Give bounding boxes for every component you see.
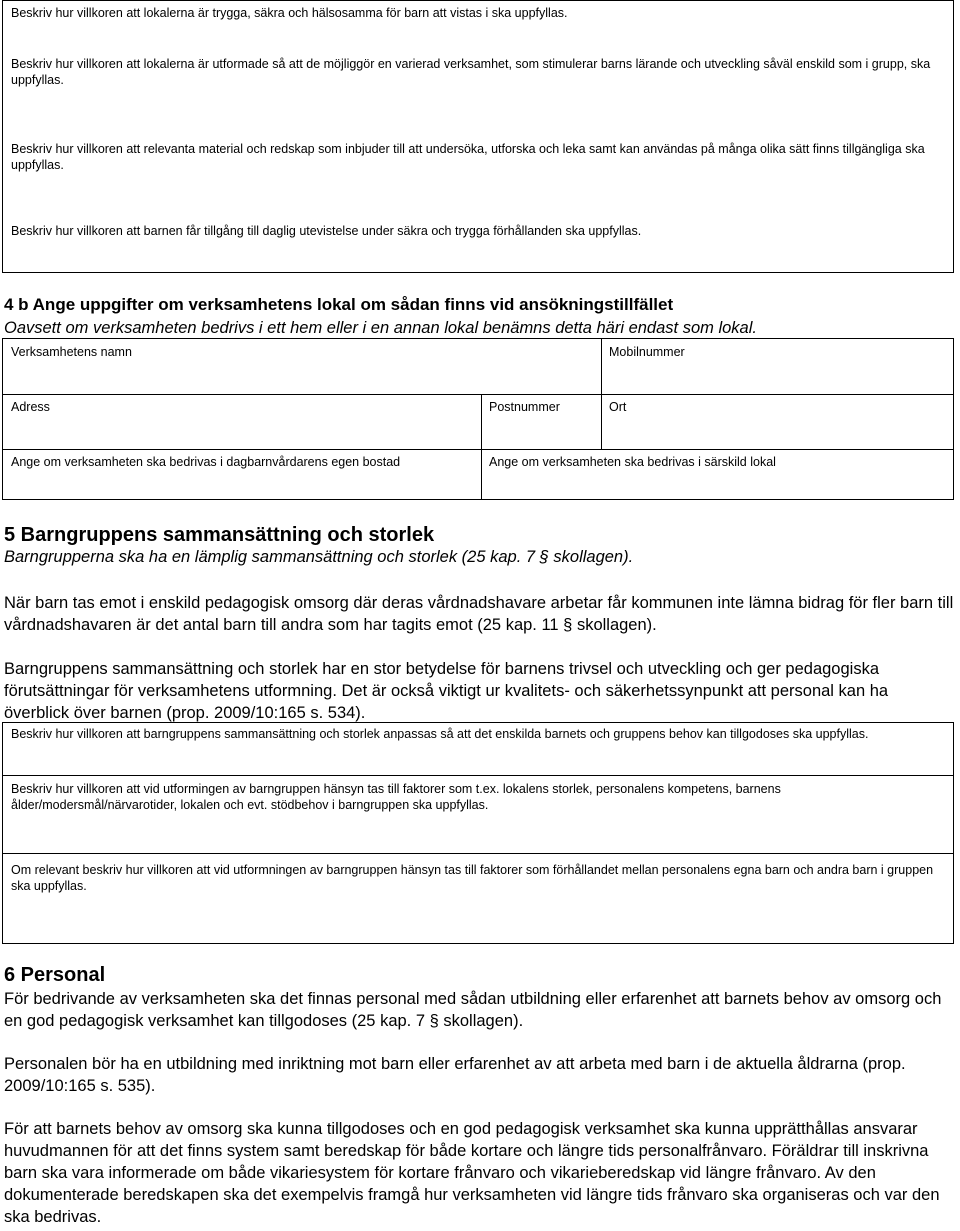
question-outdoor[interactable]: Beskriv hur villkoren att barnen får tillgång till daglig utevistelse under säkra och trygga förhållanden ska uppfyllas. [11,224,642,238]
postal-code-field[interactable]: Postnummer [489,400,560,414]
question-group-composition[interactable]: Beskriv hur villkoren att barngruppens sammansättning och storlek anpassas så att det enskilda barnets och gruppens behov kan tillgodoses ska uppfyllas. [11,727,869,741]
address-field[interactable]: Adress [11,400,50,414]
section-5-paragraph-1: När barn tas emot i enskild pedagogisk omsorg där deras vårdnadshavare arbetar får kommunen inte lämna bidrag för fler barn till vårdnadshavaren är det antal barn till andra som har tagits emot (25 kap. 11 § skollagen). [4,594,954,634]
section-6-paragraph-2: För att barnets behov av omsorg ska kunna tillgodoses och en god pedagogisk verksamhet ska kunna upprätthållas ansvarar huvudmannen för att det finns system samt beredskap för både kortare och längre tids personalfrånvaro. Föräldrar till inskrivna barn ska vara informerade om både vikariesystem för kortare frånvaro och vikariеberedskap vid längre frånvaro. Av den dokumenterade beredskapen ska det exempelvis framgå hur verksamheten vid längre tids frånvaro ska organiseras och var den ska bedrivas. [4,1120,940,1226]
business-name-field[interactable]: Verksamhetens namn [11,345,132,359]
section-5-paragraph-2: Barngruppens sammansättning och storlek har en stor betydelse för barnens trivsel och utveckling och ger pedagogiska förutsättningar för verksamhetens utformning. Det är också viktigt ur kvalitets- och säkerhetssynpunkt att personal kan ha överblick över barnen (prop. 2009/10:165 s. 534). [4,660,889,722]
section-5-heading: 5 Barngruppens sammansättning och storlek [4,524,435,546]
question-group-factors[interactable]: Beskriv hur villkoren att vid utformingen av barngruppen hänsyn tas till faktorer som t.ex. lokalens storlek, personalens kompetens, barnens ålder/modersmål/närvarotider, lokalen och evt. stödbehov i barngruppen ska uppfyllas. [11,782,781,812]
premises-info-form [2,338,954,500]
child-group-conditions-box [2,722,954,944]
city-field[interactable]: Ort [609,400,627,414]
section-4b-subtitle: Oavsett om verksamheten bedrivs i ett hem eller i en annan lokal benämns detta häri endast som lokal. [4,319,757,337]
section-5-intro: Barngrupperna ska ha en lämplig sammansättning och storlek (25 kap. 7 § skollagen). [4,548,634,566]
section-6-intro: För bedrivande av verksamheten ska det finnas personal med sådan utbildning eller erfarenhet att barnets behov av omsorg och en god pedagogisk verksamhet kan tillgodoses (25 kap. 7 § skollagen). [4,990,942,1030]
question-materials[interactable]: Beskriv hur villkoren att relevanta material och redskap som inbjuder till att undersöka, utforska och leka samt kan användas på många olika sätt finns tillgängliga ska uppfyllas. [11,142,925,172]
question-own-children[interactable]: Om relevant beskriv hur villkoren att vid utformningen av barngruppen hänsyn tas till faktorer som förhållandet mellan personalens egna barn och andra barn i gruppen ska uppfyllas. [11,863,934,893]
mobile-number-field[interactable]: Mobilnummer [609,345,685,359]
section-6-paragraph-1: Personalen bör ha en utbildning med inriktning mot barn eller erfarenhet av att arbeta med barn i de aktuella åldrarna (prop. 2009/10:165 s. 535). [4,1055,906,1095]
question-safe-premises[interactable]: Beskriv hur villkoren att lokalerna är trygga, säkra och hälsosamma för barn att vistas i ska uppfyllas. [11,6,568,20]
premises-conditions-box [2,0,954,273]
own-home-field[interactable]: Ange om verksamheten ska bedrivas i dagbarnvårdarens egen bostad [11,455,401,469]
separate-premises-field[interactable]: Ange om verksamheten ska bedrivas i särskild lokal [489,455,776,469]
section-4b-heading: 4 b Ange uppgifter om verksamhetens lokal om sådan finns vid ansökningstillfället [4,295,674,314]
section-6-heading: 6 Personal [4,964,106,986]
question-varied-activity[interactable]: Beskriv hur villkoren att lokalerna är utformade så att de möjliggör en varierad verksamhet, som stimulerar barns lärande och utveckling såväl enskild som i grupp, ska uppfyllas. [11,57,931,87]
